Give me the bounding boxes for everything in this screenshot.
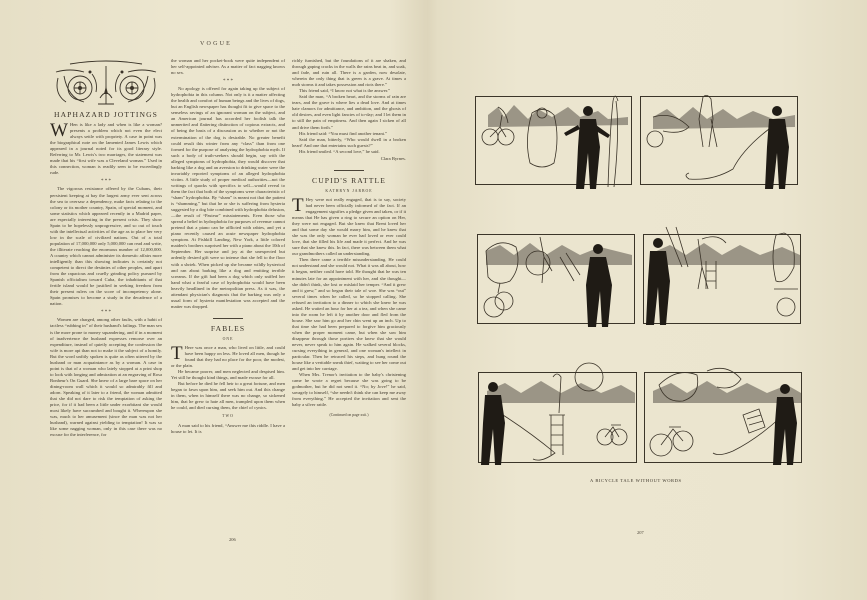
ringmaster-ladder-illustration-icon [471,365,648,475]
column-2 [171,58,285,435]
left-page [0,0,430,600]
comic-panel-4 [643,234,801,324]
comic-panel-2 [640,96,798,185]
clown-crash-illustration-icon [637,365,813,475]
fable-one-paragraph-2: He became poorer, and men neglected and despised him. Yet still he thought kind things, and made excuse for all. [171,369,285,381]
fable-one-label: ONE [222,336,234,341]
ringmaster-whip-illustration-icon [633,89,809,199]
comic-panel-1 [475,96,632,185]
divider-rule [213,318,243,319]
fable-one-paragraph-1: Here was once a man, who lived on little, and could have been happy on less. He loved all men, though he found that they had no place for the poor, the modest, or the plain. [171,344,285,369]
page-number-left: 206 [229,537,236,542]
haphazard-paragraph-2: The vigorous resistance offered by the Cubans, their persistent keeping at bay the largest army ever sent across the sea to oversaw a dependency, make facts relating to the colony or its mother country, Spain, of special moment, and some statistics which appeared recently in a Madrid paper, are especially interesting in the present crisis. They show Spain to be hopelessly unprogressive, and so out of touch with the intellectual activities of the age as to place her very low in the scale of civilized nations. Out of a total population of 17,000,000 only 5,000,000 can read and write, the illiterate reaching the enormous number of 12,000,000. A country which cannot administer its domestic affairs more intelligently than this showing indicates is certainly not competent to direct the destinies of other peoples, and apart from the rapacious and cruelly grinding policy pursued by Spanish officialism toward Cuba, the inhabitants of that fertile island would be justified in seeking freedom from their present rulers on the score of incompetency alone. Spain promises to become a study in the decadence of a nation. [50,186,162,307]
comic-panel-3 [477,234,635,324]
page-number-right: 207 [637,530,644,535]
article-title-haphazard: HAPHAZARD JOTTINGS [54,110,158,119]
haphazard-paragraph-5: No apology is offered for again taking up the subject of hydrophobia in this column. Not only is it a matter affecting the health and comfort of human beings and the lives of dogs, but an English newspaper has thought fit to give space to the senseless ravings of an ignorant woman on the subject, and an American journal has accorded her foolish talk the unmerited and flattering distinction of copious extracts, and of being the basis of a discussion as to whether or not the extermination of the dog is desirable. No greater benefit could result this winter from any “class” than from one formed for the purpose of analyzing the hydrophobia myth. If such a body of truth-seekers should begin, say with the alleged symptoms of hydrophobia, they would discover that barking like a dog and an aversion to drinking water were the invariably reported symptoms of an alleged hydrophobia victim. A little study of proper medical authorities—not the writings of quacks with specifics to sell—would reveal to them the fact that both of the symptoms were characteristic of “sham” hydrophobia. By “sham” is meant not that the patient is “shamming,” but that he or she is suffering from hysteria suggested by a dog bite combined with hydrophobia delusion,—the result of “Pasteur” misstatements. Even those who spread a belief in hydrophobia for purposes of revenue cannot pretend that a piano can be afflicted with rabies, and yet a piano recently caused an acute newspaper hydrophobia symptom. At Fishkill Landing, New York, a little colored maiden's brothers surprised her with a piano about the 10th of September. Her surprise and joy at the unexpected but ardently desired gift were so intense that she fell to the floor with a shriek. When picked up she became wildly hysterical and ran about barking like a dog and emitting terrible screams. If the gift had been a dog which only sniffed her hand what a fearful case of hydrophobia would have been heavily headlined in the metropolitan press. As it was, the attendant physician's diagnosis that the barking was only a usual form of hysteria manifestation was accepted and the matter was dropped. [171,86,285,309]
clown-balancing-illustration-icon [636,227,812,337]
fable-two-paragraph-4: Said the man, “A broken heart, and the storms of rain are tears, and the grave is where lies a dead love. And at times hate clamors for admittance, and ambition, and the ghosts of old desires, and even light fancies of to-day; and I let them in to still the pain of emptiness. And then again I sicken of all and drive them forth.” [292,94,406,130]
section-separator: * * * [223,79,233,85]
cupid-paragraph-2: Then there came a terrible misunderstanding. He could not understand and she would not. What it was all about, how it began, neither could have told. He thought that he was ten minutes late for an appointment with her, and she thought—she didn't think, she lost or mislaid her temper. “And it grew and it grew,” and so began their tale of woe. She was “out” several times when he called, so he stopped calling. She refused an invitation to a dinner to which she knew he was asked. He waited an hour for her at a tea, and when she came into the room he left it by another door and fled from the house. She saw him go and her chin went up an inch. Up to that time she had been prepared to forgive him graciously when the proper moment came, but when she saw him disappear through those portires she knew that she would never, never speak to him again. He walked several blocks, cursing everything in general, and one woman's intellect in particular. Then he retraced his steps, and hung round the house like a veritable sneak thief, waiting to see her come out and get into her carriage. [292,257,406,372]
haphazard-paragraph-3: Women are charged, among other faults, with a habit of tactless “rubbing in” of their husband's failings. The man sex is the more prone to money squandering, and if in a moment of inadvertence the husband expresses remorse over an expenditure, instead of quietly accepting the confession the wife is more apt than not to make it the subject of a homily. But the word unfitly spoken is quite as often uttered by the husband or man acquaintance as by a woman. A case in point is that of a woman who lately stopped at a print shop to look with longing and admiration at an engraving of Rosa Bonheur's On Guard. She knew of a large bare space on her dining-room wall which it would so admirably fill and adorn. Speaking of it later to a friend, the woman admitted that she did not dare to risk the temptation of asking the price, for if it had been a little under exorbitant she would most likely have succumbed and bought it. Whereupon she was, much to her amusement (since the man was not her husband), warned against yielding to temptation! It was so like some nagging woman, only in this case there was no excuse for the interference, for [50,317,162,438]
article-title-cupid: CUPID'S RATTLE [312,175,386,185]
fable-one-paragraph-3: But before he died he fell heir to a great fortune, and men began to fawn upon him, and seek him out. And this change in them, when in himself there was no change, so sickened him, that he grew to hate all men, trampled upon them when he could, and died cursing them, the chief of cynics. [171,381,285,411]
floral-ornament-icon [50,58,162,108]
illustration-caption: A BICYCLE TALE WITHOUT WORDS [590,478,682,483]
author-signature: Clara Byrnes. [380,155,406,161]
cupid-paragraph-1: Hey were not really engaged, that is to say, society had never been officially informed of the fact. If an engagement signifies a pledge given and taken, or if it means that He has given a ring to secure an option on Her, they were not engaged. But she knew that Brent loved her and that some day she would marry him, and he knew that she was the only woman he ever had loved or ever could love, that she filled his life and made it perfect. And he was sure that she knew this. In fact, there was between them what our grandmothers called an understanding. [292,196,406,257]
haphazard-paragraph-4: the woman and her pocket-book were quite independent of her self-appointed adviser. As a matter of fact nagging knows no sex. [171,58,285,76]
comic-panel-5 [478,372,637,463]
divider-rule [334,170,364,171]
fable-two-paragraph-3: This friend said, “I know not what is the answer.” [299,88,391,94]
article-author: KATHRYN JARBOE [325,188,373,193]
section-separator: * * * [101,179,111,185]
fable-two-paragraph-2: richly furnished, but the foundations of it are shaken, and through gaping cracks in the walls the rains beat in, and soak, and fade, and ruin all. There is a garden, now desolate, wherein the only thing that is green is a grave. At times a mob storms it and takes possession and riots there.” [292,58,406,88]
comic-panel-6 [644,372,802,463]
clown-bicycle-illustration-icon [470,227,646,337]
running-head: VOGUE [200,41,232,47]
fable-two-label: TWO [222,414,234,419]
article-title-fables: FABLES [210,323,246,333]
continued-note: (Continued on page xxii.) [329,412,369,417]
drop-cap-t: T [292,194,304,216]
drop-cap-t: T [171,342,183,364]
cupid-paragraph-3: When Mrs. Trenor's invitation to the baby's christening came he wrote a regret because she was going to be godmother, but he did not send it. “No; by Jove!” he said, savagely to himself, “she needn't think she can keep me away from everything.” He accepted the invitation and sent the baby a silver rattle. [292,372,406,408]
fable-two-paragraph-1: A man said to his friend, “Answer me this riddle. I have a house to let. It is [171,422,285,434]
section-separator: * * * [101,310,111,316]
fable-two-paragraph-7: His friend smiled. “A second love,” he said. [299,148,380,154]
fable-two-paragraph-5: His friend said: “You must find another tenant.” [299,130,388,136]
fable-two-paragraph-6: Said the man, bitterly, “Who would dwell in a broken heart! And one that entertains such guests?” [292,136,406,148]
column-1 [50,58,162,438]
ringmaster-clown-illustration-icon [468,89,643,199]
drop-cap-w: W [50,120,68,142]
haphazard-paragraph-1: Hen is like a lady and when is like a woman? presents a problem which not even the elect always settle with propriety. A case in point was the biographical note on the lamented James Lewis which appeared in a journal noted for its good literary style. Referring to Mr. Lewis's two marriages, the statement was made that his “first wife was a Cleveland woman.” Used in this connection, woman is readily seen to be exceedingly rude. [50,122,162,176]
column-3 [292,58,406,418]
